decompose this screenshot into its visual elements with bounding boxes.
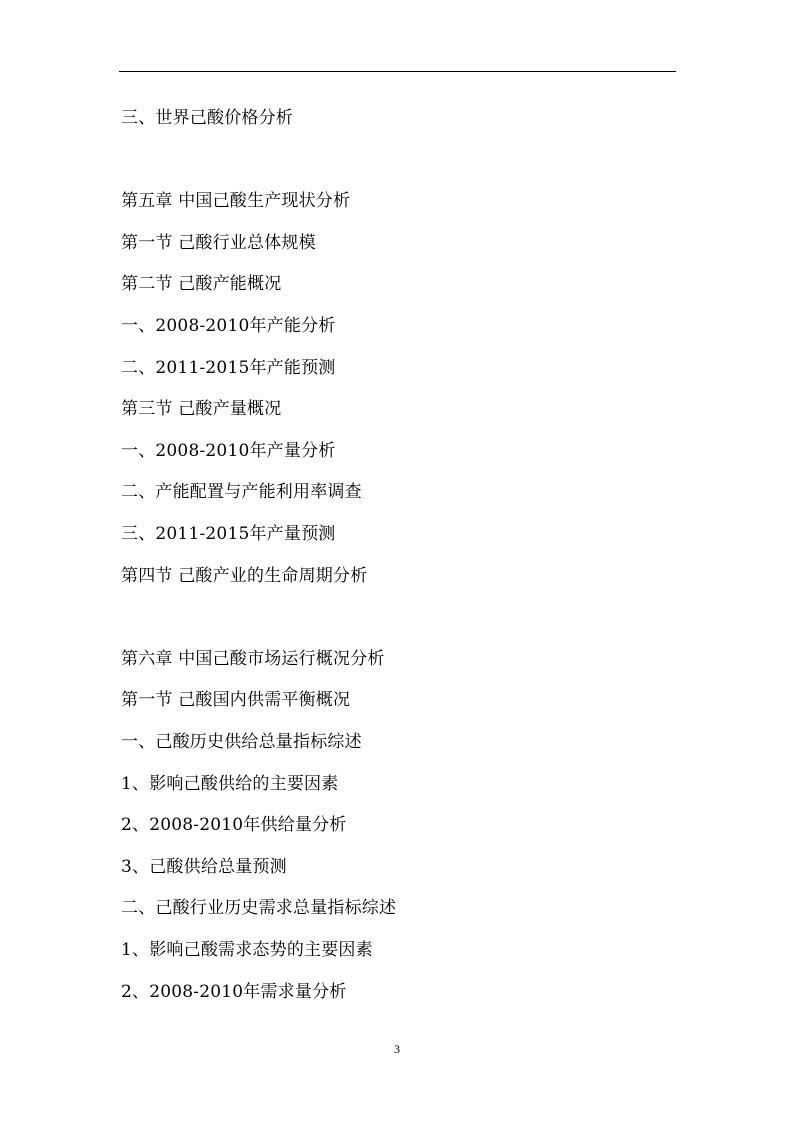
toc-line: 2、2008-2010年供给量分析 (121, 815, 347, 835)
toc-line: 一、己酸历史供给总量指标综述 (121, 732, 362, 752)
toc-line: 1、影响己酸需求态势的主要因素 (121, 940, 373, 960)
toc-line: 1、影响己酸供给的主要因素 (121, 774, 339, 794)
toc-line: 二、2011-2015年产能预测 (121, 358, 336, 378)
toc-line: 2、2008-2010年需求量分析 (121, 982, 347, 1002)
toc-line: 二、产能配置与产能利用率调查 (121, 482, 362, 502)
page-number: 3 (394, 1042, 400, 1056)
toc-line: 一、2008-2010年产能分析 (121, 316, 336, 336)
chapter-heading: 第五章 中国己酸生产现状分析 (121, 191, 351, 211)
toc-line: 3、己酸供给总量预测 (121, 857, 287, 877)
section-heading: 第一节 己酸行业总体规模 (121, 233, 316, 253)
section-heading: 第三节 己酸产量概况 (121, 399, 282, 419)
toc-line: 二、己酸行业历史需求总量指标综述 (121, 898, 397, 918)
chapter-heading: 第六章 中国己酸市场运行概况分析 (121, 649, 385, 669)
section-heading: 第一节 己酸国内供需平衡概况 (121, 690, 351, 710)
toc-line: 三、世界己酸价格分析 (121, 108, 293, 128)
header-rule (119, 71, 676, 72)
section-heading: 第四节 己酸产业的生命周期分析 (121, 566, 368, 586)
section-heading: 第二节 己酸产能概况 (121, 274, 282, 294)
toc-line: 三、2011-2015年产量预测 (121, 524, 336, 544)
toc-line: 一、2008-2010年产量分析 (121, 441, 336, 461)
